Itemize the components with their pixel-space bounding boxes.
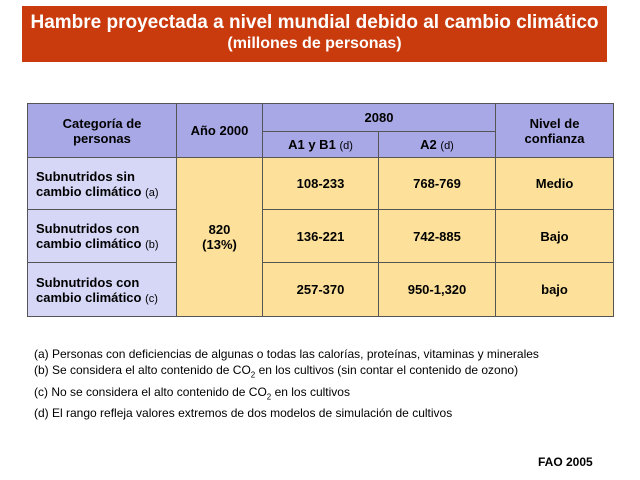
row-category-note: (a) — [145, 186, 159, 199]
footnote-b-sub: 2 — [250, 370, 256, 380]
table-row — [28, 210, 614, 263]
footnote-a: (a) Personas con deficiencias de algunas o todas las calorías, proteínas, vitaminas y minerales — [34, 347, 539, 361]
row-category — [28, 158, 177, 210]
row-confidence: bajo — [496, 263, 614, 317]
source-label: FAO 2005 — [538, 455, 593, 469]
row-category-note: (c) — [145, 292, 158, 305]
row-category-note: (b) — [145, 239, 159, 251]
row-category-line1: Subnutridos con — [36, 221, 140, 236]
row-confidence: Bajo — [496, 210, 614, 263]
year-2000-value-cell — [177, 158, 263, 317]
footnote-c-sub: 2 — [266, 392, 272, 402]
row-a1b1-value: 136-221 — [263, 210, 379, 263]
table-row — [28, 158, 614, 210]
row-a2-value: 742-885 — [379, 210, 496, 263]
year-2000-value: 820 — [208, 222, 231, 237]
footnotes — [34, 346, 539, 422]
footnote-d: (d) El rango refleja valores extremos de dos modelos de simulación de cultivos — [34, 406, 453, 421]
header-a2-label: A2 — [420, 137, 437, 152]
footnote-c-post: en los cultivos — [271, 384, 350, 399]
header-confidence: Nivel de confianza — [496, 104, 614, 158]
page-subtitle: (millones de personas) — [227, 35, 402, 52]
page-title: Hambre proyectada a nivel mundial debido al cambio climático — [30, 12, 599, 33]
year-2000-percent: (13%) — [202, 237, 237, 252]
row-category-line2: cambio climático — [36, 236, 142, 251]
row-a1b1-value: 108-233 — [263, 158, 379, 210]
row-category-line1: Subnutridos con — [36, 274, 140, 290]
header-category: Categoría de personas — [28, 104, 177, 158]
footnote-c-pre: (c) No se considera el alto contenido de CO — [34, 384, 267, 399]
row-category — [28, 263, 177, 317]
row-category-line1: Subnutridos sin — [36, 168, 135, 184]
header-a1b1-label: A1 y B1 — [288, 137, 336, 152]
header-a1b1 — [263, 132, 379, 158]
row-a2-value: 950-1,320 — [379, 263, 496, 317]
row-a1b1-value: 257-370 — [263, 263, 379, 317]
header-a2 — [379, 132, 496, 158]
header-year-2000: Año 2000 — [177, 104, 263, 158]
row-confidence: Medio — [496, 158, 614, 210]
header-year-2080: 2080 — [263, 104, 496, 132]
row-a2-value: 768-769 — [379, 158, 496, 210]
footnote-b-pre: (b) Se considera el alto contenido de CO — [34, 363, 251, 378]
footnote-b — [34, 362, 539, 384]
header-a1b1-note: (d) — [339, 140, 353, 152]
row-category-line2: cambio climático — [36, 183, 142, 199]
table-row — [28, 263, 614, 317]
row-category-line2: cambio climático — [36, 289, 142, 305]
row-category — [28, 210, 177, 263]
header-a2-note: (d) — [440, 140, 454, 152]
hunger-projection-table — [27, 103, 614, 317]
footnote-c — [34, 384, 539, 406]
footnote-b-post: en los cultivos (sin contar el contenido de ozono) — [255, 363, 519, 378]
title-banner — [22, 6, 607, 62]
